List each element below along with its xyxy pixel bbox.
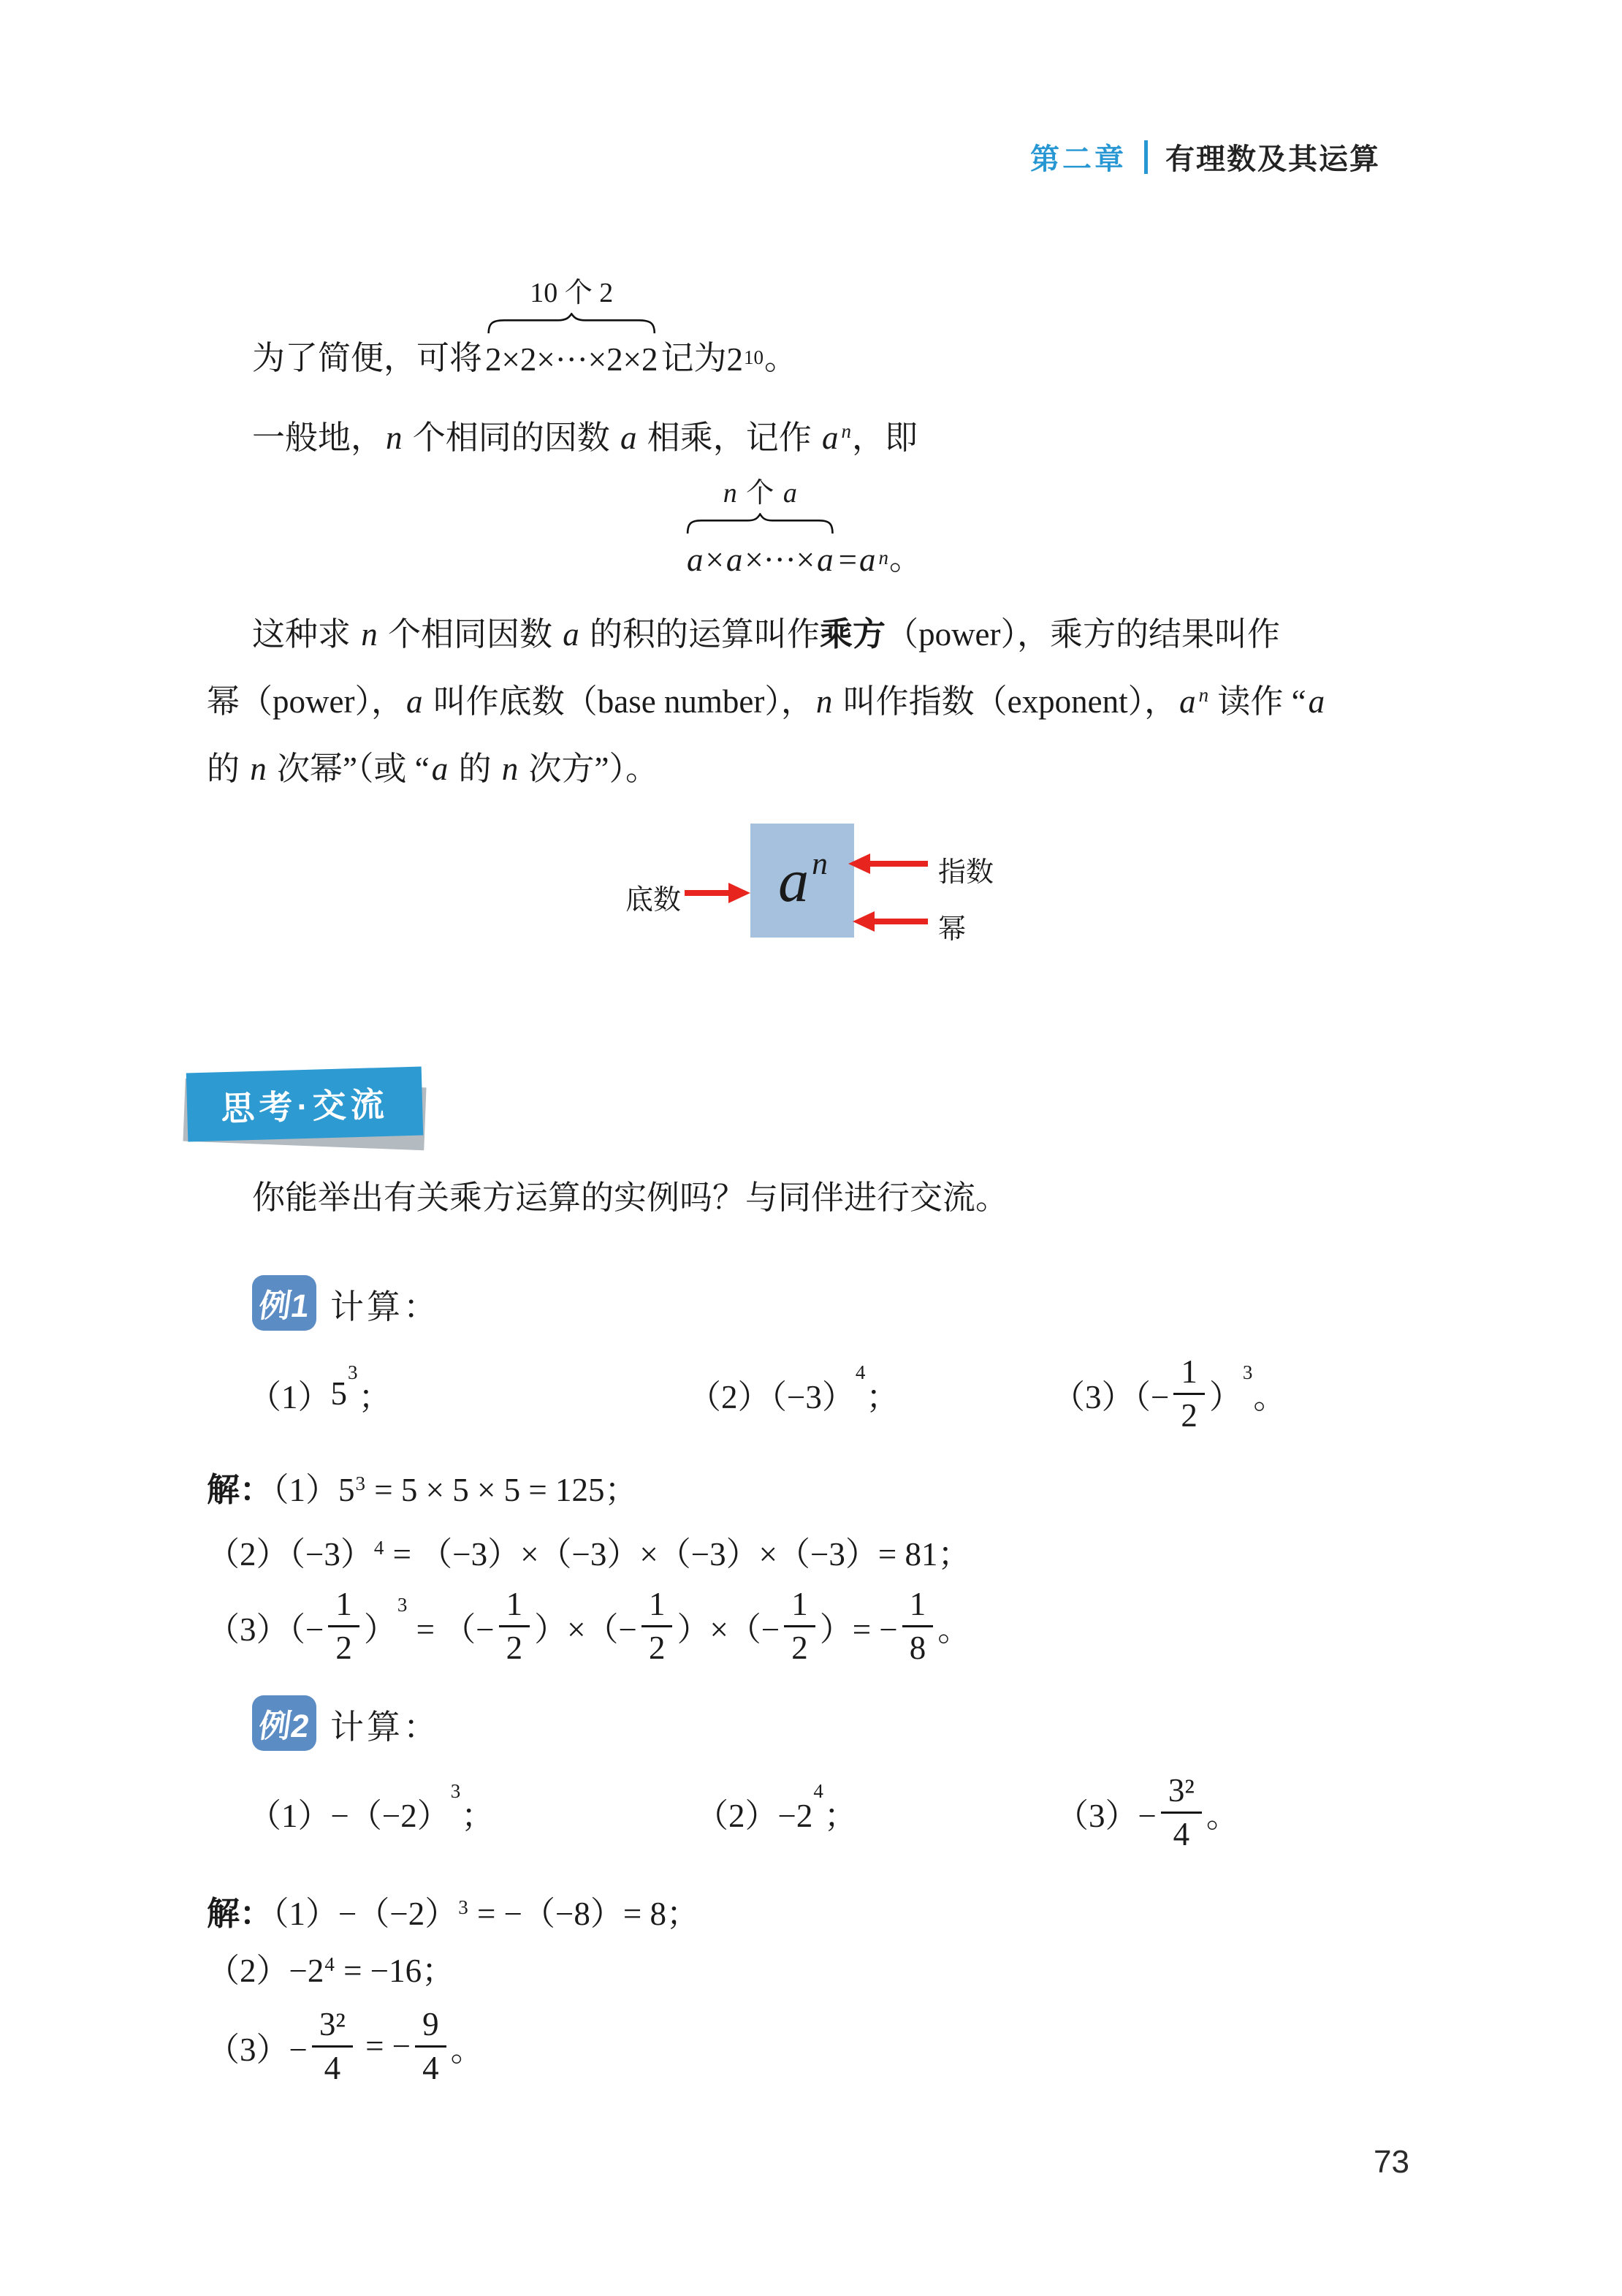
base-arrow-icon xyxy=(685,883,750,903)
base-label: 底数 xyxy=(625,885,681,916)
example1-title: 计算： xyxy=(330,1288,440,1326)
example2-title: 计算： xyxy=(330,1708,440,1746)
power-definition-formula: n 个 a a × a ×···× a = a n 。 xyxy=(687,478,923,578)
think-badge xyxy=(186,1067,423,1142)
example2-badge xyxy=(252,1695,316,1751)
example1-solution-line-3: （3）（− $\frac{1}{2}$ ） 3 = （− $\frac{1}{2}$ ）×（− $\frac{1}{2}$ ）×（− $\frac{1}{2}$ ）= − $\frac{1}{8}$ 。 xyxy=(207,1586,971,1666)
power-box: a n xyxy=(750,824,854,938)
example2-item-1: （1）−（−2） 3 ； xyxy=(248,1780,495,1834)
page-number: 73 xyxy=(1374,2144,1409,2180)
example1-badge-label: 例1 xyxy=(256,1288,312,1324)
example2-item-3: （3）− $\frac{\text{3²}}{4}$ 。 xyxy=(1056,1772,1239,1852)
solution-label: 解： xyxy=(207,1471,273,1508)
paragraph-line: 这种求 n 个相同因数 a 的积的运算叫作乘方（power），乘方的结果叫作 xyxy=(252,615,1281,653)
exponent-label: 指数 xyxy=(938,857,994,888)
power-arrow-icon xyxy=(853,911,928,932)
exponent-arrow-icon xyxy=(848,854,928,874)
example1-item-2: （2）（−3） 4 ； xyxy=(688,1361,899,1415)
intro-paragraph-2: 一般地，n 个相同的因数 a 相乘，记作 a $^n$，即 xyxy=(252,419,918,456)
header-divider xyxy=(1144,140,1148,174)
example1-solution-line-2: $(2)(-3)^4 = (-3)\times(-3)\times(-3)\times(-3)= 81$； xyxy=(207,1536,971,1573)
example2-solution-line-3: （3）− $\frac{\text{3²}}{4}$ = − $\frac{9}{4}$ 。 xyxy=(207,2006,484,2086)
page-header xyxy=(1030,136,1380,178)
example2-item-2: （2）−2 4 ； xyxy=(696,1780,857,1834)
example1-solution-line-1: 解：$(1)5^3 = 5 \times 5 \times 5 = 125$； xyxy=(207,1471,638,1508)
chapter-title: 有理数及其运算 xyxy=(1165,143,1380,175)
intro-paragraph-3 xyxy=(207,601,1434,802)
chapter-label: 第二章 xyxy=(1030,143,1127,175)
example2-solution-line-2: $(2)-2^4 = -16$； xyxy=(207,1953,455,1989)
think-question: 你能举出有关乘方运算的实例吗？与同伴进行交流。 xyxy=(252,1179,1009,1216)
example1-badge xyxy=(252,1275,316,1331)
solution-label: 解： xyxy=(207,1895,273,1932)
example2-badge-label: 例2 xyxy=(256,1708,312,1744)
paragraph-line: 幂（power），a 叫作底数（base number），n 叫作指数（exponent），a $^n$ 读作 “a xyxy=(207,683,1325,720)
example2-solution-line-1: 解：$(1)-(-2)^3 = -(-8)= 8$； xyxy=(207,1895,700,1932)
example1-item-1: （1） 5 3 ； xyxy=(248,1361,392,1415)
paragraph-line: 的 n 次幂”（或 “a 的 n 次方”）。 xyxy=(207,750,658,787)
intro-paragraph-1: 为了简便，可将 10 个 2 2×2×···×2×2 记为 2 10 。 xyxy=(252,278,798,378)
think-badge-label: 思考·交流 xyxy=(220,1084,389,1128)
example1-item-3: （3）（− $\frac{1}{2}$ ） 3 。 xyxy=(1052,1353,1287,1434)
power-label: 幂 xyxy=(938,914,967,945)
